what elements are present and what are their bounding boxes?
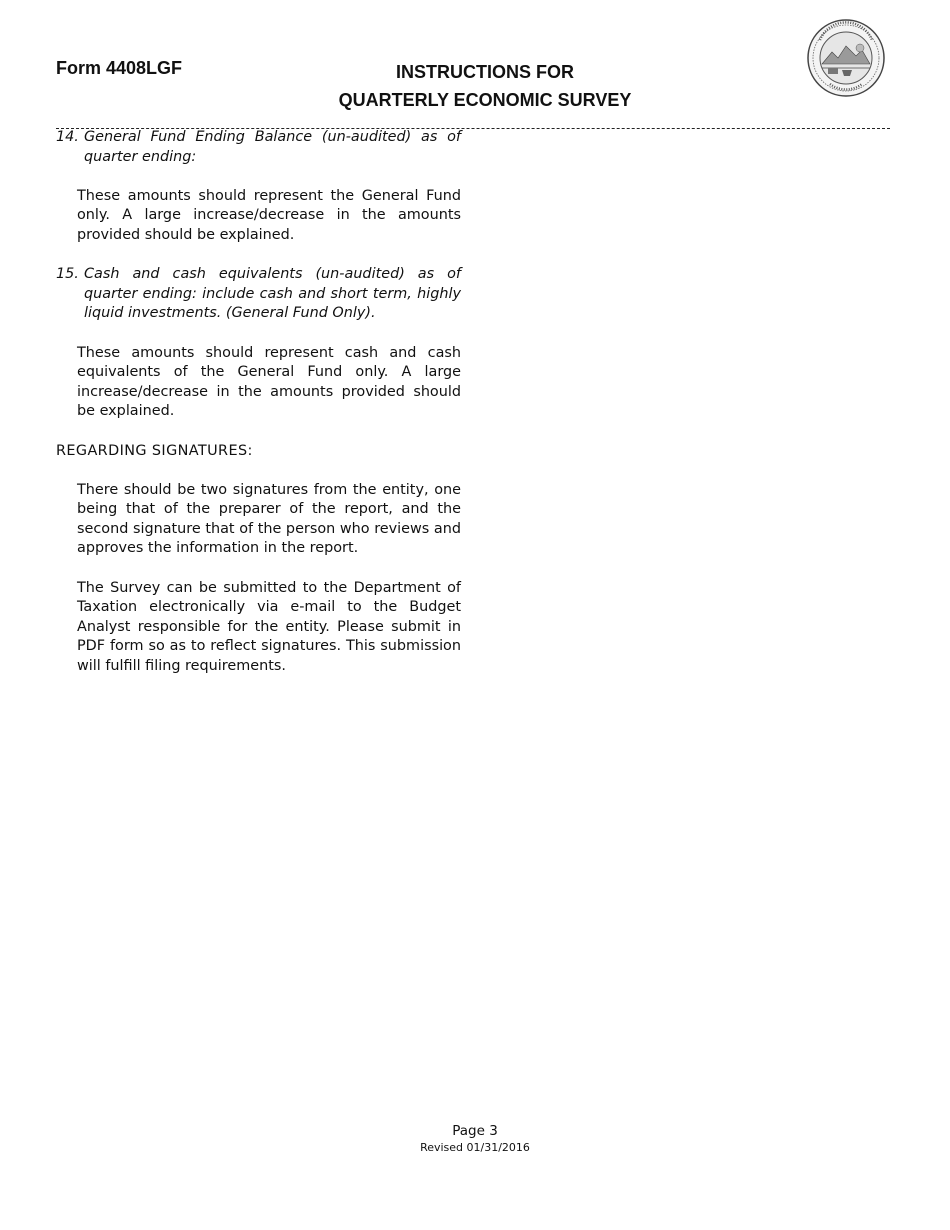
- signatures-heading: REGARDING SIGNATURES:: [56, 442, 253, 459]
- signatures-paragraph-1: There should be two signatures from the entity, one being that of the preparer of the report, and the second signature that of the person who reviews and approves the information in the report.: [77, 481, 461, 557]
- instruction-item-15: [56, 265, 461, 324]
- revision-date: Revised 01/31/2016: [420, 1141, 530, 1154]
- item-number: 15.: [56, 266, 79, 283]
- title-line-2: QUARTERLY ECONOMIC SURVEY: [338, 90, 632, 110]
- instructions-column: [56, 128, 461, 696]
- page-footer: [0, 1123, 950, 1154]
- nevada-state-seal-icon: [806, 18, 886, 98]
- item-heading-text: General Fund Ending Balance (un-audited) as of quarter ending:: [84, 129, 461, 165]
- instruction-item-14: [56, 128, 461, 167]
- page-number: Page 3: [452, 1123, 498, 1139]
- item-number: 14.: [56, 129, 79, 145]
- page-title: [330, 58, 640, 114]
- form-number: Form 4408LGF: [56, 58, 183, 78]
- title-line-1: INSTRUCTIONS FOR: [396, 62, 574, 82]
- item-body: These amounts should represent the General Fund only. A large increase/decrease in the amounts provided should be explained.: [77, 187, 461, 243]
- item-heading-text: Cash and cash equivalents (un-audited) as of quarter ending: include cash and short term, highly liquid investments. (General Fund Only).: [84, 266, 461, 322]
- signatures-paragraph-2: The Survey can be submitted to the Department of Taxation electronically via e-mail to the Budget Analyst responsible for the entity. Please submit in PDF form so as to reflect signatures. This submission will fulfill filing requirements.: [77, 579, 461, 675]
- item-heading: [56, 128, 461, 167]
- item-heading: [56, 265, 461, 324]
- item-body: These amounts should represent cash and cash equivalents of the General Fund only. A large increase/decrease in the amounts provided should be explained.: [77, 344, 461, 420]
